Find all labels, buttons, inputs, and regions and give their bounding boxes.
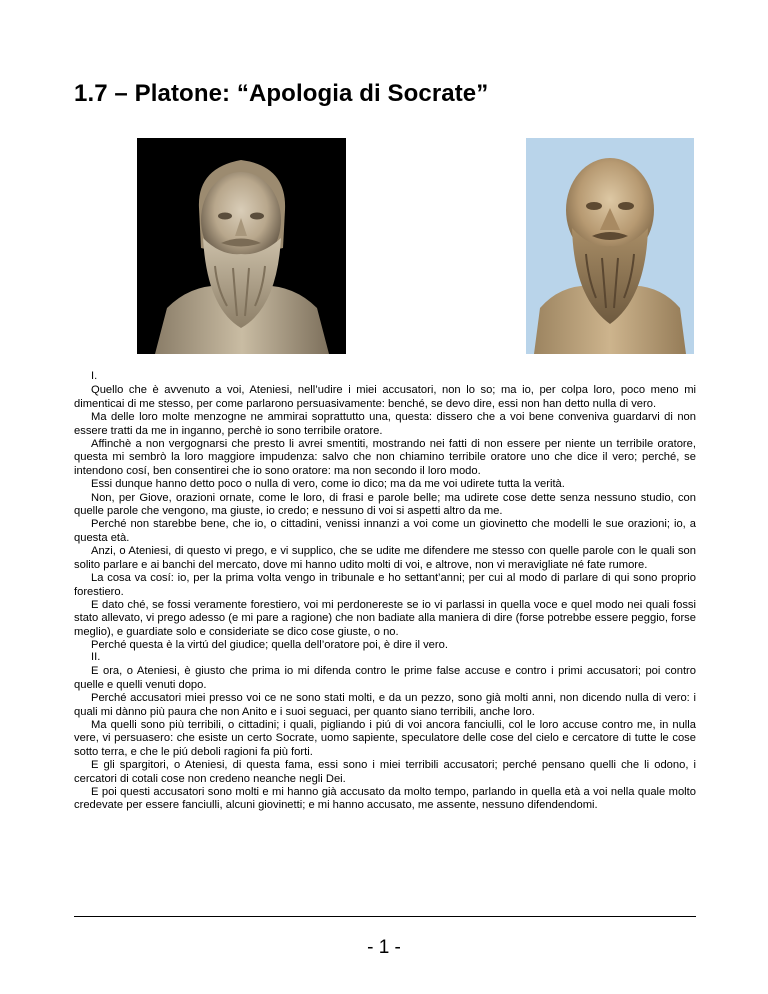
section-number: II. [91, 651, 101, 663]
paragraph: E ora, o Ateniesi, è giusto che prima io mi difenda contro le prime false accuse e contro i primi accusatori; poi contro quelle e quelli venuti dopo. [74, 665, 696, 691]
paragraph: Ma delle loro molte menzogne ne ammirai soprattutto una, questa: dissero che a voi bene conveniva guardarvi di non essere tratti da me in inganno, perchè io sono terribile oratore. [74, 411, 696, 437]
paragraph: Perché accusatori miei presso voi ce ne sono stati molti, e da un pezzo, sono già molti anni, non dicendo nulla di vero: i quali mi dànno più paura che non Anito e i suoi seguaci, per quanto siano terribili, anche loro. [74, 692, 696, 718]
paragraph: Affinchè a non vergognarsi che presto li avrei smentiti, mostrando nei fatti di non essere per niente un terribile oratore, questa mi sembrò la loro maggiore impudenza: salvo che non chiamino terribile oratore uno che dice il vero; perché, se intendono cosí, ben consentirei che io sono oratore: ma non secondo il loro modo. [74, 438, 696, 477]
paragraph: Anzi, o Ateniesi, di questo vi prego, e vi supplico, che se udite me difendere me stesso con quelle parole con le quali son solito parlare e ai banchi del mercato, dove mi hanno udito molti di voi, e altrove, non vi meravigliate né fate rumore. [74, 545, 696, 571]
socrates-bust-illustration [526, 138, 694, 354]
paragraph: E poi questi accusatori sono molti e mi hanno già accusato da molto tempo, parlando in quella età a voi nella quale molto credevate per essere fanciulli, alcuni giovinetti; e mi hanno accusato, me assente, nessuno difendendomi. [74, 786, 696, 812]
socrates-bust-image [526, 138, 694, 354]
paragraph: E gli spargitori, o Ateniesi, di questa fama, essi sono i miei terribili accusatori; perché pensano quelli che li odono, i cercatori di cotali cose non credeno neanche negli Dei. [74, 759, 696, 785]
paragraph: Essi dunque hanno detto poco o nulla di vero, come io dico; ma da me voi udirete tutta la verità. [91, 478, 565, 491]
paragraph: Perché non starebbe bene, che io, o cittadini, venissi innanzi a voi come un giovinetto che modelli le sue orazioni; io, a questa età. [74, 518, 696, 544]
section-number: I. [91, 370, 98, 382]
section-two [74, 651, 696, 813]
section-one [74, 370, 696, 653]
paragraph: Non, per Giove, orazioni ornate, come le loro, di frasi e parole belle; ma udirete cose dette senza nessuno studio, con quelle parole che vengono, ma giuste, io credo; e nessuno di voi si aspetti altro da me. [74, 491, 696, 518]
paragraph: La cosa va cosí: io, per la prima volta vengo in tribunale e ho settant’anni; per cui al modo di parlare di qui sono proprio forestiero. [74, 572, 696, 598]
page-title: 1.7 – Platone: “Apologia di Socrate” [74, 80, 489, 107]
plato-bust-illustration [137, 138, 346, 354]
page-number: - 1 - [367, 937, 401, 958]
paragraph: E dato ché, se fossi veramente forestiero, voi mi perdonereste se io vi parlassi in quella voce e quel modo nei quali fossi stato allevato, vi prego adesso (e mi pare a ragione) che non badiate alla maniera di dire (forse potrebbe essere peggio, forse meglio), e guardiate solo e consideriate se dico cose giuste, o no. [74, 598, 696, 638]
paragraph: Perché questa è la virtú del giudice; quella dell’oratore poi, è dire il vero. [91, 639, 448, 652]
paragraph: Quello che è avvenuto a voi, Ateniesi, nell’udire i miei accusatori, non lo so; ma io, per colpa loro, poco meno mi dimenticai di me stesso, per come parlarono persuasivamente: benché, se devo dire, essi non han detto nulla di vero. [74, 384, 696, 410]
footer-divider [74, 916, 696, 917]
paragraph: Ma quelli sono più terribili, o cittadini; i quali, pigliando i piú di voi ancora fanciulli, col le loro accuse contro me, in nulla vere, vi persuasero: che esiste un certo Socrate, uomo sapiente, speculatore delle cose del cielo e cercatore di tutte le cose sotto terra, e che le piú deboli ragioni fa più forti. [74, 719, 696, 758]
plato-bust-image [137, 138, 346, 354]
